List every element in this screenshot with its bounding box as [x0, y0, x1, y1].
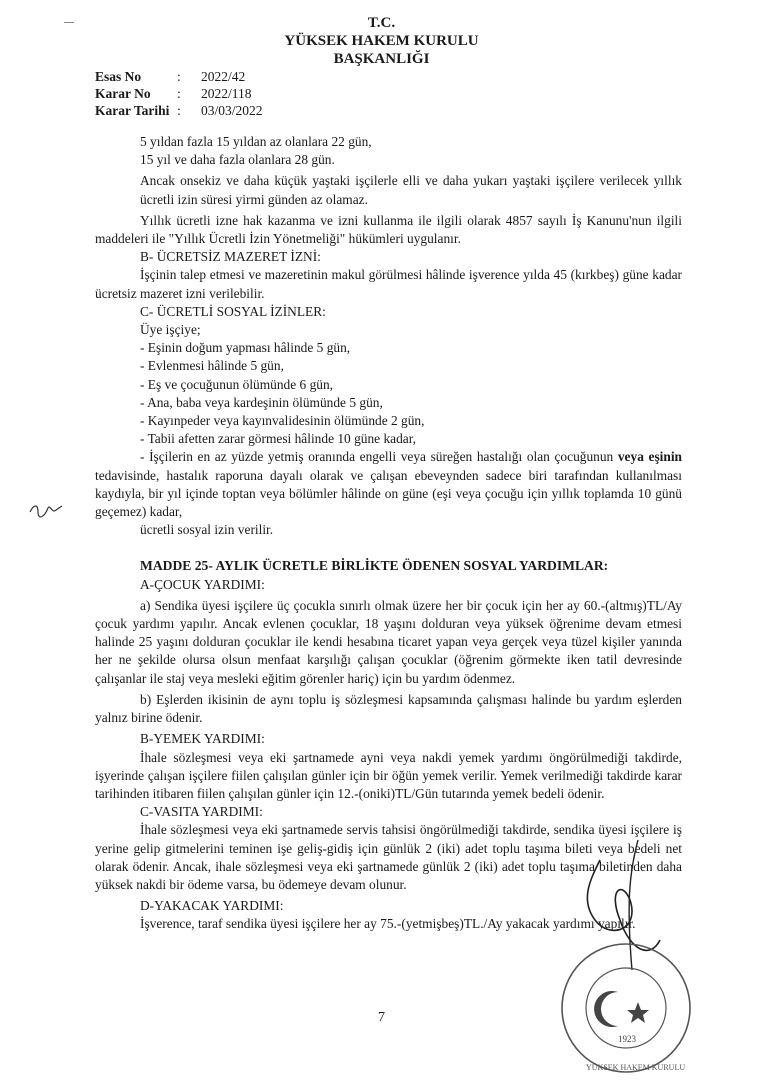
- list-item-text: tedavisinde, hastalık raporuna dayalı olarak ve çalışan ebeveynden sadece biri tarafından kullanılması kaydıyla, bir yıl içinde toptan veya bölümler hâlinde on güne (eşi veya çocuğu için yıllık toplamda 10 günü geçemez) kadar,: [95, 467, 682, 520]
- meta-value: 03/03/2022: [201, 103, 263, 118]
- meta-sep: :: [177, 86, 181, 101]
- meta-key: Karar Tarihi: [95, 103, 170, 118]
- header-tc: T.C.: [367, 15, 396, 31]
- meta-row: [95, 102, 263, 119]
- list-item: - Eş ve çocuğunun ölümünde 6 gün,: [140, 376, 334, 392]
- list-item: - Kayınpeder veya kayınvalidesinin ölümünde 2 gün,: [140, 413, 425, 429]
- meta-sep: :: [177, 103, 181, 118]
- paragraph: İşçinin talep etmesi ve mazeretinin makul görülmesi hâlinde işverence yılda 45 (kırkbeş) güne kadar ücretsiz mazeret izni verilebilir.: [95, 267, 682, 301]
- paragraph: Üye işçiye;: [140, 322, 201, 338]
- paragraph-text: Ancak onsekiz ve daha küçük yaştaki işçilerle elli ve daha yukarı yaştaki işçilere verilecek yıllık ücretli izin süresi yirmi günden az olamaz.: [140, 173, 682, 207]
- case-meta: [95, 68, 263, 119]
- paragraph: a) Sendika üyesi işçilere üç çocukla sınırlı olmak üzere her bir çocuk için her ay 60.-(altmış)TL/Ay çocuk yardımı yapılır. Ancak evlenen çocuklar, 18 yaşını dolduran veya yüksek öğrenime devam etmesi halinde 25 yaşını dolduran çocuklar ile kendi hesabına ticaret yapan veya gerçek veya tüzel kişiler yanında her ne şekilde olursa olsun menfaat karşılığı çalışan çocuklar (öğrenim görmekte iken tatil devresinde çalışanlar ile staj veya mesleki eğitim görenler hariç) için bu yardım ödenmez.: [95, 597, 682, 686]
- paragraph: İşverence, taraf sendika üyesi işçilere her ay 75.-(yetmişbeş)TL./Ay yakacak yardımı yapılır.: [140, 916, 636, 932]
- list-item: - Tabii afetten zarar görmesi hâlinde 10 güne kadar,: [140, 431, 417, 447]
- section-heading-a: A-ÇOCUK YARDIMI:: [140, 576, 265, 592]
- list-item: - Ana, baba veya kardeşinin ölümünde 5 gün,: [140, 394, 383, 410]
- list-item: - Evlenmesi hâlinde 5 gün,: [140, 358, 284, 374]
- paragraph: b) Eşlerden ikisinin de aynı toplu iş sözleşmesi kapsamında çalışması halinde bu yardım eşlerden yalnız birine ödenir.: [95, 691, 682, 726]
- bold-phrase: veya eşinin: [617, 449, 682, 465]
- section-heading-yakacak: D-YAKACAK YARDIMI:: [140, 898, 284, 914]
- article-heading: MADDE 25- AYLIK ÜCRETLE BİRLİKTE ÖDENEN SOSYAL YARDIMLAR:: [140, 558, 609, 574]
- header-office: BAŞKANLIĞI: [333, 51, 430, 67]
- meta-key: Esas No: [95, 69, 142, 84]
- paragraph: 5 yıldan fazla 15 yıldan az olanlara 22 gün,: [140, 134, 372, 149]
- meta-key: Karar No: [95, 86, 151, 101]
- section-heading-b: B- ÜCRETSİZ MAZERET İZNİ:: [140, 249, 321, 265]
- section-heading-vasita: C-VASITA YARDIMI:: [140, 804, 263, 820]
- paragraph: İhale sözleşmesi veya eki şartnamede ayni veya nakdi yemek yardımı öngörülmediği takdirde, işyerinde çalışan işçilere fiilen çalışılan günler için bir öğün yemek verilir. Yemek verilmediği takdirde karar tarihinden itibaren fiilen çalışılan günler için 12.-(oniki)TL/Gün tutarında yemek bedeli ödenir.: [95, 749, 682, 801]
- list-item: [95, 448, 682, 521]
- paragraph: ücretli sosyal izin verilir.: [140, 522, 274, 538]
- official-seal-icon: [548, 930, 698, 1080]
- paragraph: Yıllık ücretli izne hak kazanma ve izni kullanma ile ilgili olarak 4857 sayılı İş Kanunu'nun ilgili maddeleri ile "Yıllık Ücretli İzin Yönetmeliği" hükümleri uygulanır.: [95, 212, 682, 247]
- margin-initials-icon: [26, 500, 66, 520]
- seal-year: 1923: [618, 1034, 636, 1044]
- list-item-text: - İşçilerin en az yüzde yetmiş oranında engelli veya süreğen hastalığı olan çocuğunun: [140, 449, 618, 465]
- paragraph: [95, 172, 682, 208]
- page-number: 7: [378, 1010, 385, 1025]
- seal-text: YÜKSEK HAKEM KURULU: [586, 1063, 686, 1072]
- section-heading-yemek: B-YEMEK YARDIMI:: [140, 731, 265, 747]
- meta-value: 2022/42: [201, 69, 246, 84]
- list-item: - Eşinin doğum yapması hâlinde 5 gün,: [140, 340, 351, 356]
- meta-row: [95, 68, 263, 85]
- document-body: [95, 133, 682, 934]
- meta-sep: :: [177, 69, 181, 84]
- paragraph: İhale sözleşmesi veya eki şartnamede servis tahsisi öngörülmediği takdirde, sendika üyesi işçilere iş yerine gelip gitmelerini teminen işe geliş-gidiş için günlük 2 (iki) adet toplu taşıma bileti veya bedeli net olarak ödenir. Ancak, ihale sözleşmesi veya eki şartnamede günlük 2 (iki) adet toplu taşıma biletinden daha yüksek nakdi bir ödeme varsa, bu ödemeye devam olunur.: [95, 822, 682, 892]
- paragraph: 15 yıl ve daha fazla olanlara 28 gün.: [140, 152, 335, 168]
- meta-value: 2022/118: [201, 86, 252, 101]
- header-institution: YÜKSEK HAKEM KURULU: [284, 33, 479, 49]
- meta-row: [95, 85, 263, 102]
- section-heading-c: C- ÜCRETLİ SOSYAL İZİNLER:: [140, 303, 326, 319]
